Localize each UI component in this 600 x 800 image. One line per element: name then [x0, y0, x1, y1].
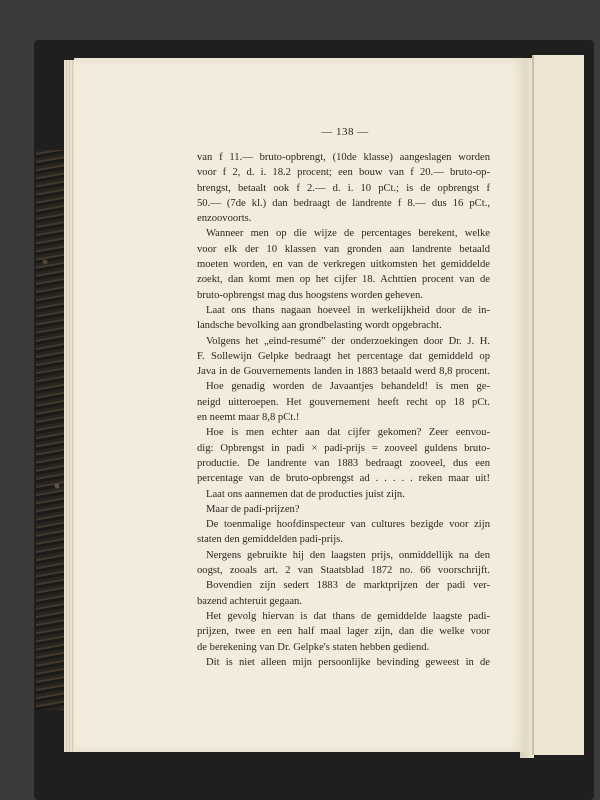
text-line: brengst, betaalt ook f 2.— d. i. 10 pCt.; is de opbrengst f	[197, 182, 490, 194]
text-line: landsche bevolking aan grondbelasting wordt opgebracht.	[197, 320, 442, 332]
text-line: Nergens gebruikte hij den laagsten prijs, onmiddellijk na den	[206, 549, 490, 561]
text-line: F. Sollewijn Gelpke bedraagt het percentage dat gemiddeld op	[197, 350, 490, 362]
text-line: van f 11.— bruto-opbrengt, (10de klasse) aangeslagen worden	[197, 152, 490, 163]
marbled-edge	[36, 150, 66, 710]
text-line: prijzen, twee en een half maal lager zijn, dan die welke voor	[197, 626, 490, 638]
text-line: voor f 2, d. i. 18.2 procent; een bouw van f 20.— bruto-op-	[197, 167, 490, 179]
text-line: moeten worden, en van de verkregen uitkomsten het gemiddelde	[197, 259, 490, 271]
text-line: Bovendien zijn sedert 1883 de marktprijzen der padi ver-	[206, 580, 490, 592]
text-line: bazend achteruit gegaan.	[197, 595, 302, 607]
text-line: Het gevolg hiervan is dat thans de gemiddelde laagste padi-	[206, 610, 490, 622]
text-line: Hoe genadig worden de Javaantjes behandeld! is men ge-	[206, 381, 490, 393]
text-line: bruto-opbrengst mag dus hoogstens worden geheven.	[197, 289, 423, 301]
text-line: staten den gemiddelden padi-prijs.	[197, 534, 343, 546]
text-line: Hoe is men echter aan dat cijfer gekomen? Zeer eenvou-	[206, 427, 490, 439]
text-line: neigd uitteroepen. Het gouvernement heeft recht op 18 pCt.	[197, 396, 490, 408]
text-line: productie. De landrente van 1883 bedraagt zooveel, dus een	[197, 457, 490, 469]
text-line: Wanneer men op die wijze de percentages berekent, welke	[206, 228, 490, 240]
text-line: Volgens het „eind-resumé” der onderzoekingen door Dr. J. H.	[206, 335, 490, 347]
page-body-text	[197, 150, 490, 670]
text-line: enzoovoorts.	[197, 213, 252, 225]
text-line: dig: Opbrengst in padi × padi-prijs = zooveel guldens bruto-	[197, 442, 490, 454]
facing-page	[532, 55, 584, 755]
text-line: Java in de Gouvernements landen in 1883 betaald werd 8,8 procent.	[197, 366, 490, 378]
text-line: 50.— (7de kl.) dan bedraagt de landrente f 8.— dus 16 pCt.,	[197, 197, 490, 209]
text-line: voor elk der 10 klassen van gronden aan landrente betaald	[197, 243, 490, 255]
text-line: zoekt, dan komt men op het cijfer 18. Achttien procent van de	[197, 274, 490, 286]
text-line: oogst, zooals art. 2 van Staatsblad 1872 no. 66 voorschrijft.	[197, 565, 490, 577]
text-line: Maar de padi-prijzen?	[206, 503, 300, 515]
text-line: percentage van de bruto-opbrengst ad . . . . . reken maar uit!	[197, 473, 490, 485]
page-number: — 138 —	[321, 126, 369, 138]
text-line: Laat ons thans nagaan hoeveel in werkelijkheid door de in-	[206, 304, 490, 316]
text-line: De toenmalige hoofdinspecteur van cultures bezigde voor zijn	[206, 519, 490, 531]
text-line: Laat ons aannemen dat de producties juist zijn.	[206, 488, 405, 500]
text-line: en neemt maar 8,8 pCt.!	[197, 412, 300, 424]
text-line: Dit is niet alleen mijn persoonlijke bevinding geweest in de	[206, 656, 490, 668]
text-line: de berekening van Dr. Gelpke's staten hebben gediend.	[197, 641, 430, 653]
